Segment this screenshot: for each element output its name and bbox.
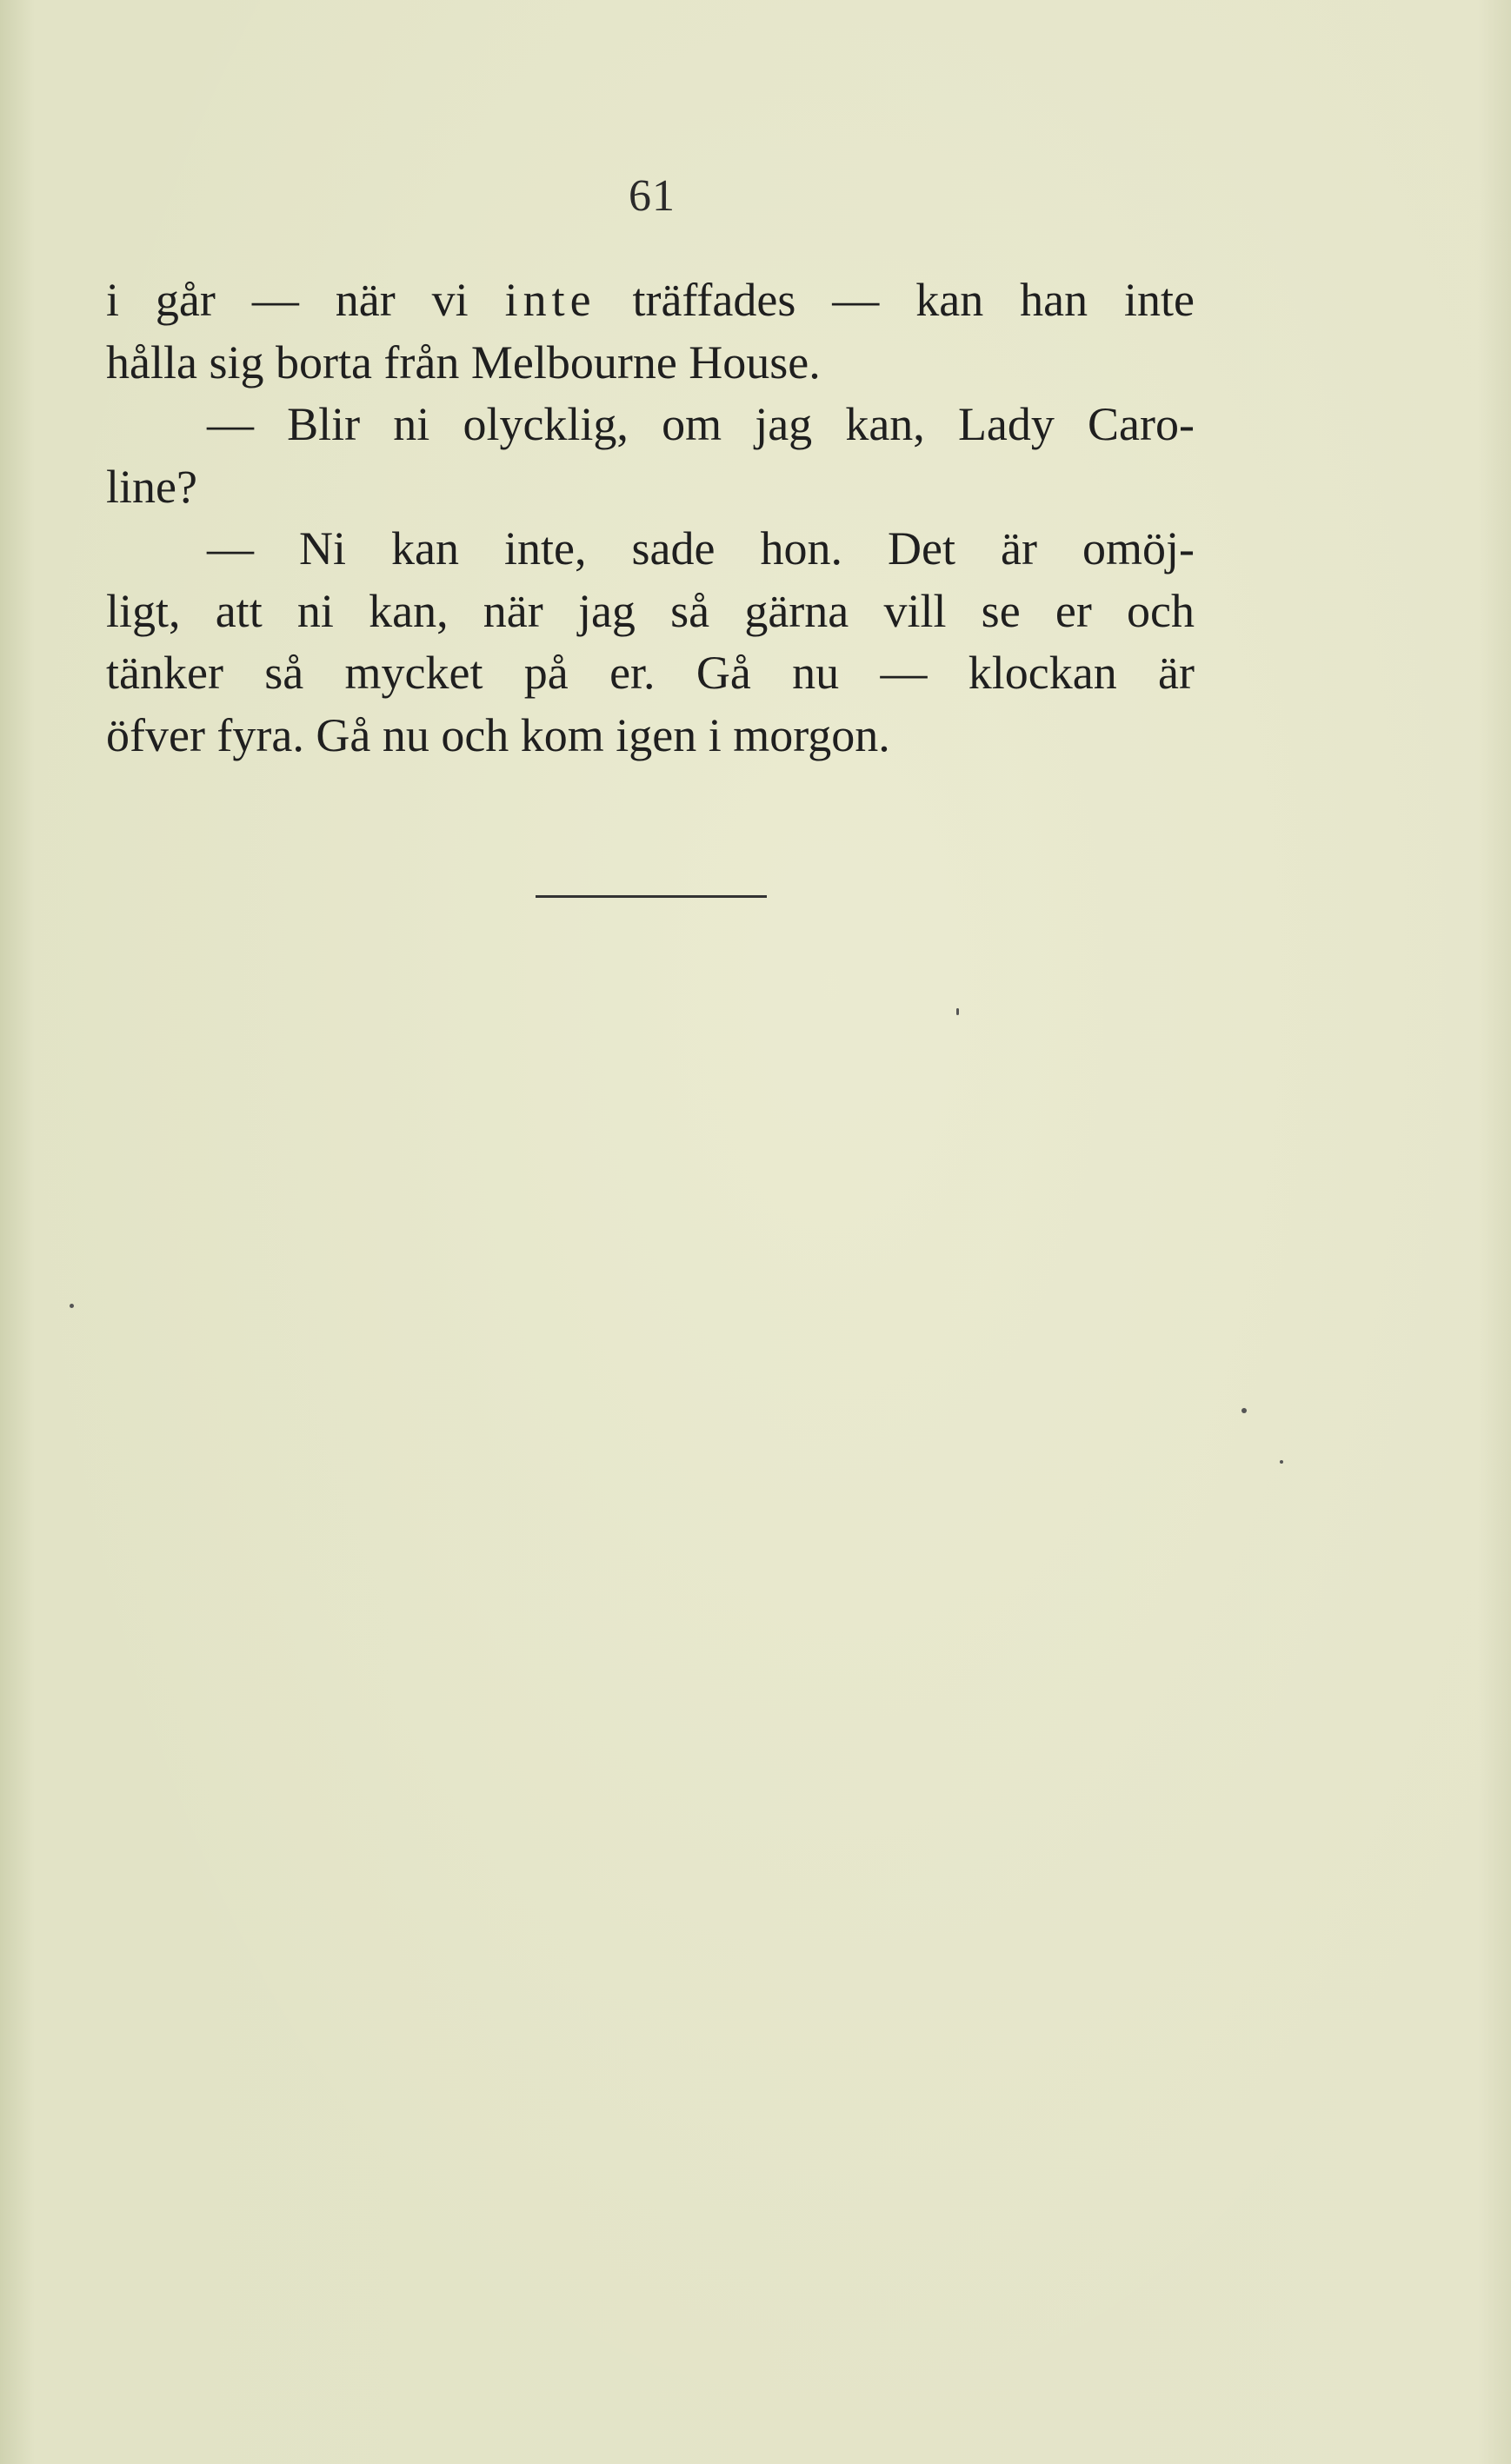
- emphasized-word: inte: [504, 274, 596, 326]
- paper-speck: [1241, 1408, 1247, 1413]
- text-line-7: tänker så mycket på er. Gå nu — klockan är: [106, 647, 1195, 699]
- text-line-2: hålla sig borta från Melbourne House.: [106, 335, 821, 389]
- text-line-1: [106, 269, 1195, 332]
- text-line-1-end: träffades — kan han inte: [596, 274, 1195, 326]
- paper-speck: [956, 1008, 959, 1015]
- text-line-8: öfver fyra. Gå nu och kom igen i morgon.: [106, 708, 890, 761]
- paper-speck: [1280, 1460, 1283, 1464]
- paper-speck: [70, 1304, 74, 1308]
- text-line-1-start: i går — när vi: [106, 274, 505, 326]
- body-text: [106, 269, 1195, 767]
- page-number: 61: [629, 171, 676, 221]
- text-line-4: line?: [106, 460, 197, 513]
- text-line-5: — Ni kan inte, sade hon. Det är omöj-: [207, 522, 1195, 574]
- section-divider: [536, 895, 767, 898]
- text-line-6: ligt, att ni kan, när jag så gärna vill se er och: [106, 584, 1195, 637]
- text-line-3: — Blir ni olycklig, om jag kan, Lady Caro-: [207, 398, 1195, 450]
